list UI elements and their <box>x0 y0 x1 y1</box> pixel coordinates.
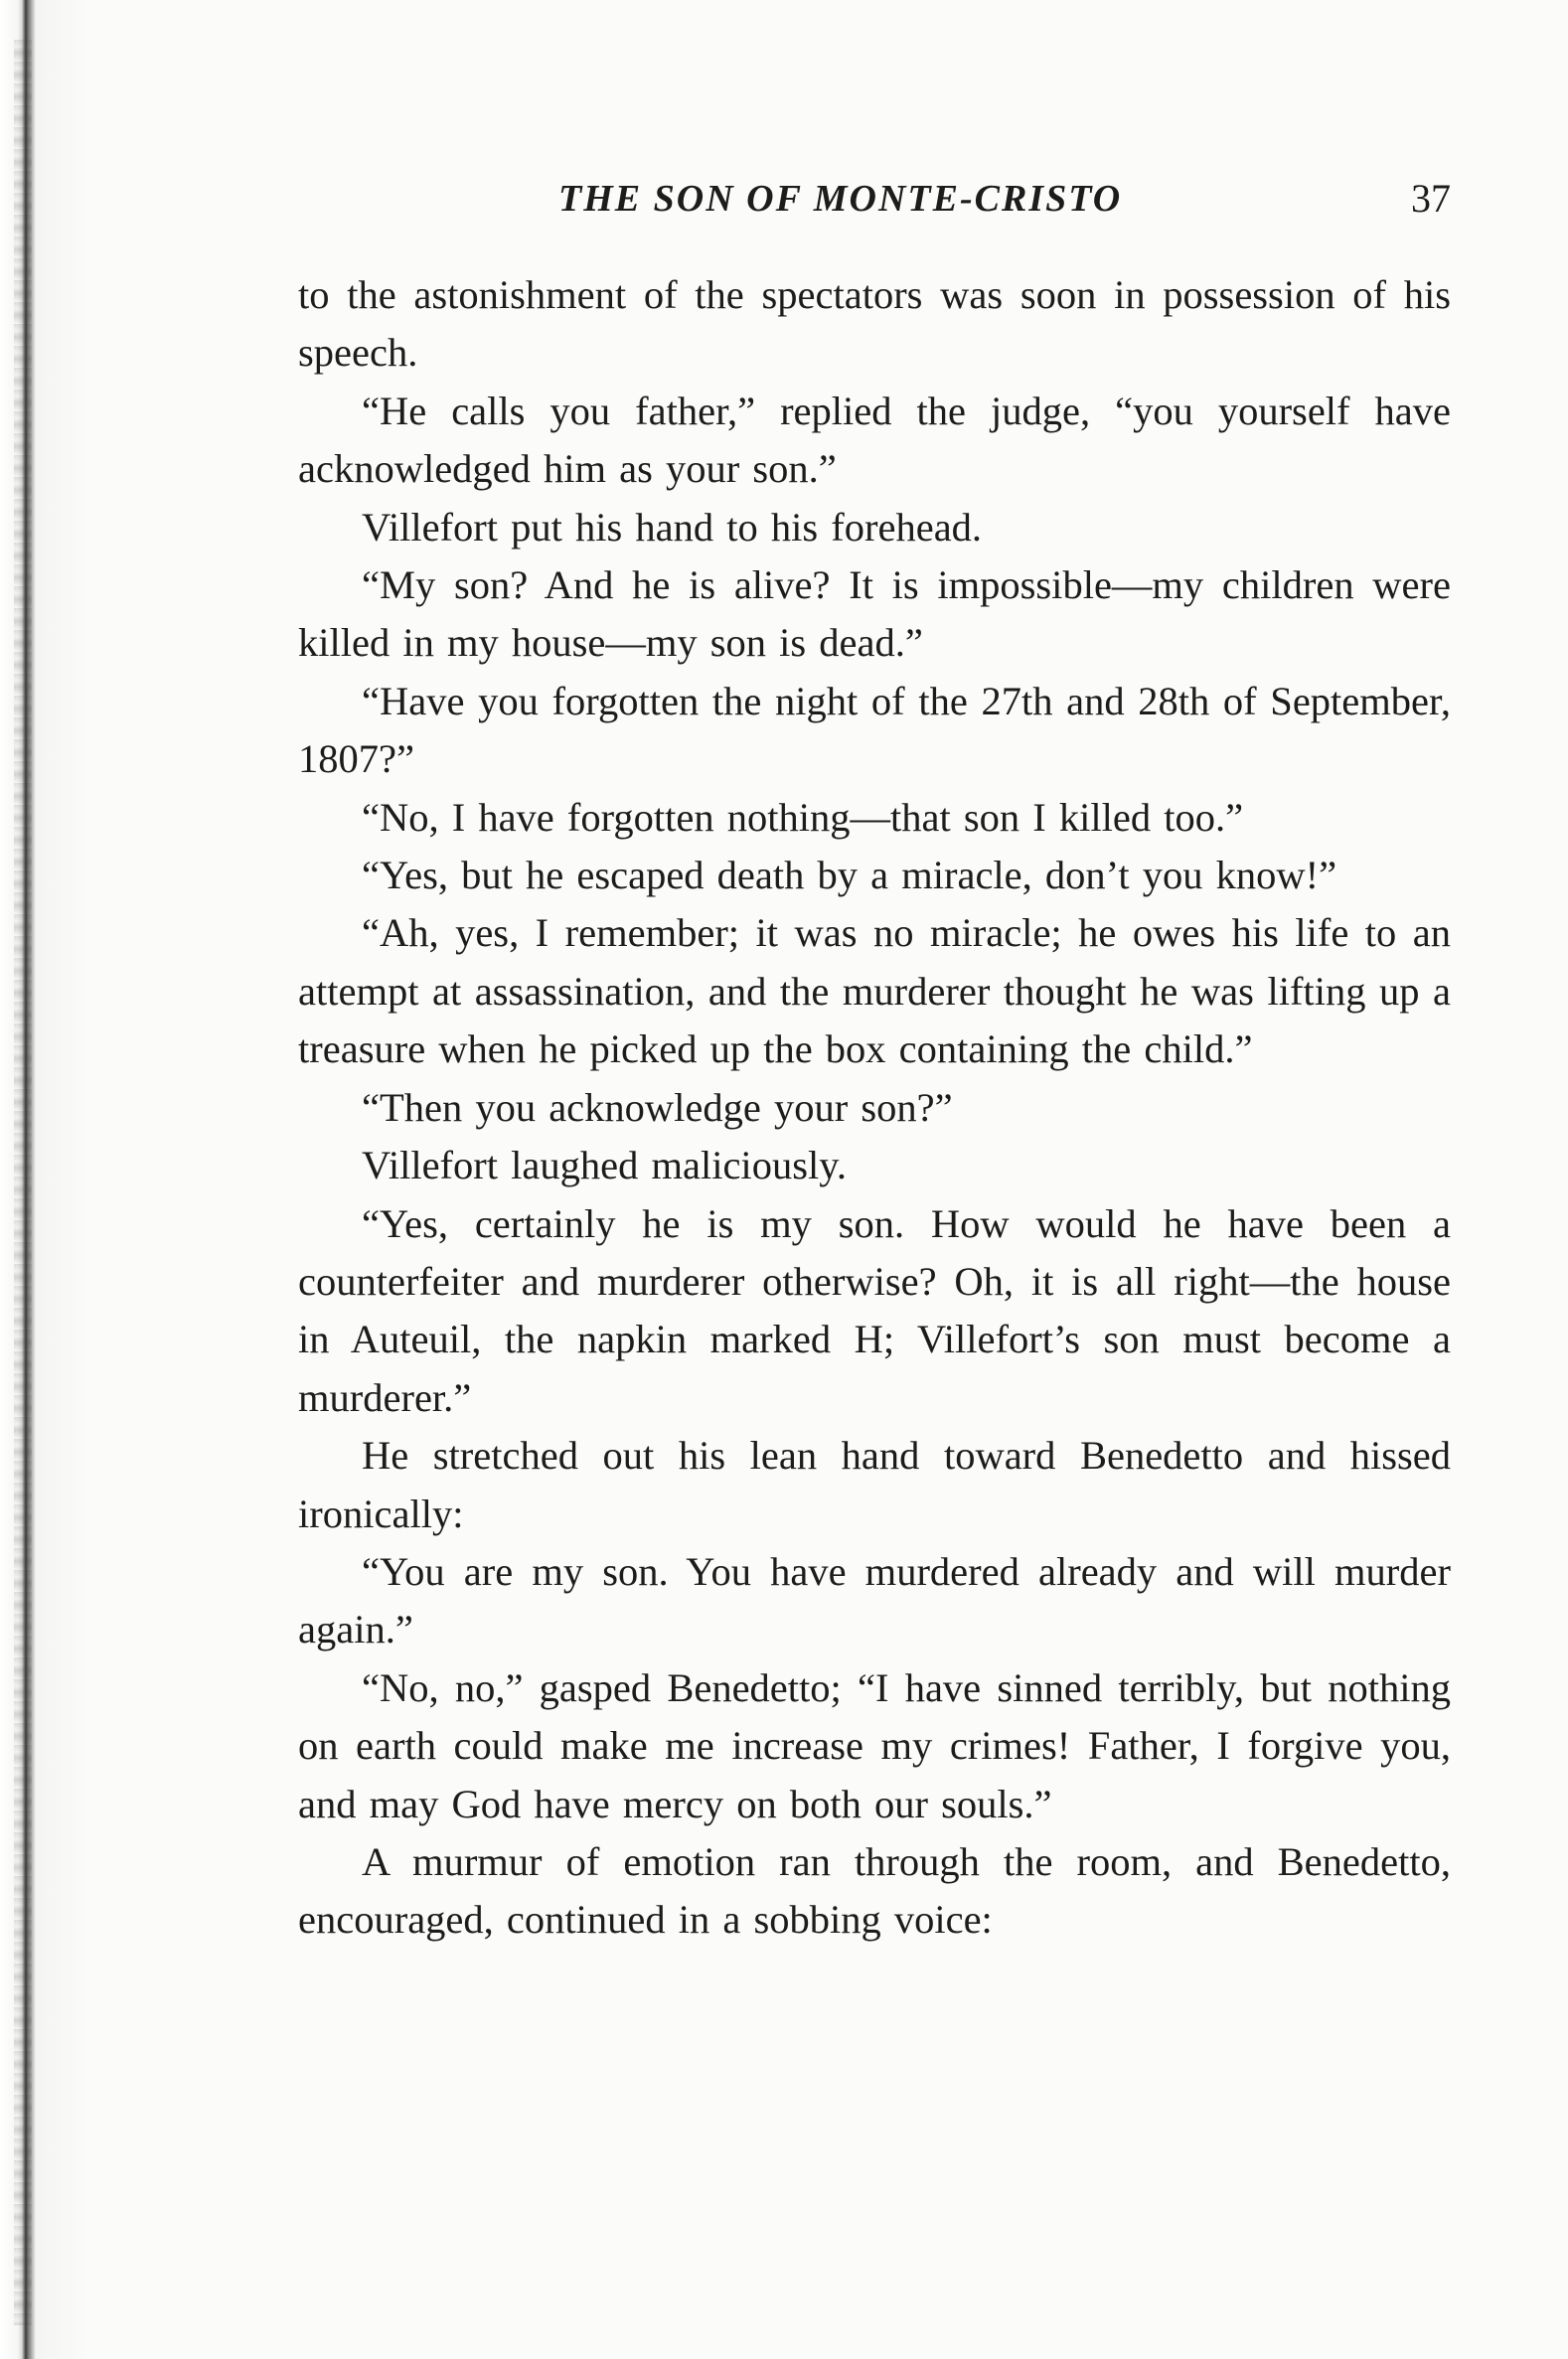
paragraph: Villefort put his hand to his forehead. <box>362 504 983 550</box>
paragraph: “He calls you father,” replied the judge, “you yourself have acknowledged him as your son.” <box>298 388 1451 492</box>
paragraph: “No, no,” gasped Benedetto; “I have sinned terribly, but nothing on earth could make me increase my crimes! Father, I forgive you, and may God have mercy on both our souls.” <box>298 1664 1451 1826</box>
paragraph: “No, I have forgotten nothing—that son I killed too.” <box>362 794 1244 840</box>
paragraph: “Ah, yes, I remember; it was no miracle; he owes his life to an attempt at assassination, and the murderer thought he was lifting up a treasure when he picked up the box containing the child.” <box>298 910 1451 1072</box>
paragraph: Villefort laughed maliciously. <box>362 1143 847 1188</box>
page-number: 37 <box>1411 176 1451 221</box>
paragraph: “Have you forgotten the night of the 27th and 28th of September, 1807?” <box>298 678 1451 782</box>
paragraph: A murmur of emotion ran through the room, and Benedetto, encouraged, continued in a sobbing voice: <box>298 1838 1451 1943</box>
page-header <box>298 177 1451 236</box>
paragraph: to the astonishment of the spectators was soon in possession of his speech. <box>298 272 1451 376</box>
running-title: THE SON OF MONTE-CRISTO <box>558 178 1123 220</box>
paragraph: “You are my son. You have murdered already and will murder again.” <box>298 1548 1451 1652</box>
paragraph: “Yes, but he escaped death by a miracle, don’t you know!” <box>362 853 1337 898</box>
body-text <box>298 266 1451 1950</box>
page-binding-edge <box>0 0 89 2359</box>
paragraph: He stretched out his lean hand toward Benedetto and hissed ironically: <box>298 1433 1451 1536</box>
paragraph: “Yes, certainly he is my son. How would he have been a counterfeiter and murderer otherwise? Oh, it is all right—the house in Auteuil, the napkin marked H; Villefort’s son must become a murderer.” <box>298 1200 1451 1420</box>
paragraph: “My son? And he is alive? It is impossible—my children were killed in my house—my son is dead.” <box>298 562 1451 666</box>
paragraph: “Then you acknowledge your son?” <box>362 1084 953 1130</box>
